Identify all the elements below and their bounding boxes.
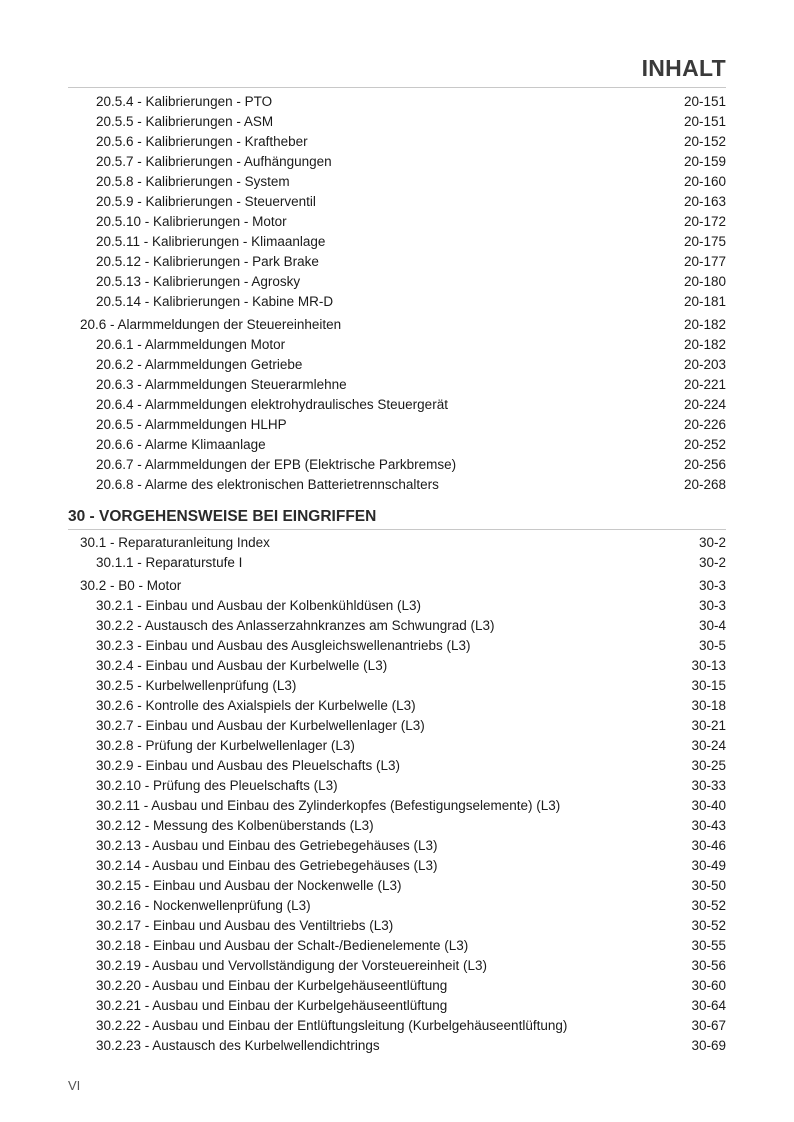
toc-entry[interactable] — [68, 172, 726, 192]
toc-entry-title: 30.2.14 - Ausbau und Einbau des Getriebegehäuses (L3) — [96, 858, 438, 873]
toc-entry-page: 20-175 — [683, 234, 726, 249]
toc-entry-page: 20-182 — [683, 337, 726, 352]
toc-entry[interactable] — [68, 533, 726, 553]
toc-entry-title: 20.5.10 - Kalibrierungen - Motor — [96, 214, 287, 229]
toc-entry[interactable] — [68, 192, 726, 212]
toc-entry-title: 30.2.23 - Austausch des Kurbelwellendichtrings — [96, 1038, 380, 1053]
toc-entry[interactable] — [68, 132, 726, 152]
toc-entry-page: 30-46 — [691, 838, 726, 853]
toc-entry[interactable] — [68, 596, 726, 616]
toc-entry-page: 20-203 — [683, 357, 726, 372]
toc-entry[interactable] — [68, 856, 726, 876]
toc-entry-title: 30.2.15 - Einbau und Ausbau der Nockenwelle (L3) — [96, 878, 402, 893]
toc-entry-title: 30.2.13 - Ausbau und Einbau des Getriebegehäuses (L3) — [96, 838, 438, 853]
toc-entry[interactable] — [68, 395, 726, 415]
toc-entry-title: 20.6 - Alarmmeldungen der Steuereinheiten — [80, 317, 342, 332]
toc-entry-title: 30.2.21 - Ausbau und Einbau der Kurbelgehäuseentlüftung — [96, 998, 448, 1013]
toc-entry-page: 30-15 — [691, 678, 726, 693]
toc-entry-page: 30-52 — [691, 918, 726, 933]
toc-entry[interactable] — [68, 92, 726, 112]
toc-entry-page: 30-56 — [691, 958, 726, 973]
toc-entry[interactable] — [68, 996, 726, 1016]
toc-group-20 — [68, 92, 726, 495]
toc-entry-page: 30-64 — [691, 998, 726, 1013]
toc-entry[interactable] — [68, 455, 726, 475]
toc-entry-title: 30.2.8 - Prüfung der Kurbelwellenlager (L3) — [96, 738, 355, 753]
toc-entry[interactable] — [68, 896, 726, 916]
toc-entry-page: 30-4 — [698, 618, 726, 633]
toc-entry-title: 20.5.7 - Kalibrierungen - Aufhängungen — [96, 154, 332, 169]
toc-entry-page: 30-33 — [691, 778, 726, 793]
toc-entry[interactable] — [68, 656, 726, 676]
toc-entry[interactable] — [68, 936, 726, 956]
toc-entry-page: 30-69 — [691, 1038, 726, 1053]
toc-entry-title: 30.2.2 - Austausch des Anlasserzahnkranzes am Schwungrad (L3) — [96, 618, 495, 633]
toc-entry[interactable] — [68, 252, 726, 272]
toc-entry[interactable] — [68, 1036, 726, 1056]
toc-entry-title: 30.1 - Reparaturanleitung Index — [80, 535, 270, 550]
toc-entry-title: 20.5.8 - Kalibrierungen - System — [96, 174, 290, 189]
toc-entry[interactable] — [68, 956, 726, 976]
toc-entry-page: 30-60 — [691, 978, 726, 993]
toc-entry-title: 30.2.4 - Einbau und Ausbau der Kurbelwelle (L3) — [96, 658, 388, 673]
toc-entry-page: 30-2 — [698, 555, 726, 570]
toc-entry[interactable] — [68, 696, 726, 716]
section-heading: 30 - VORGEHENSWEISE BEI EINGRIFFEN — [68, 505, 726, 530]
toc-entry[interactable] — [68, 553, 726, 573]
toc-entry[interactable] — [68, 816, 726, 836]
toc-entry-page: 30-40 — [691, 798, 726, 813]
toc-entry-page: 30-3 — [698, 578, 726, 593]
toc-entry-title: 20.6.7 - Alarmmeldungen der EPB (Elektrische Parkbremse) — [96, 457, 457, 472]
toc-entry-title: 30.2.5 - Kurbelwellenprüfung (L3) — [96, 678, 297, 693]
toc-entry-page: 20-180 — [683, 274, 726, 289]
toc-entry-title: 30.2.18 - Einbau und Ausbau der Schalt-/Bedienelemente (L3) — [96, 938, 469, 953]
toc-entry-title: 30.2 - B0 - Motor — [80, 578, 182, 593]
toc-entry[interactable] — [68, 756, 726, 776]
toc-entry-title: 20.5.13 - Kalibrierungen - Agrosky — [96, 274, 301, 289]
toc-entry-page: 30-3 — [698, 598, 726, 613]
toc-entry-page: 30-2 — [698, 535, 726, 550]
toc-entry[interactable] — [68, 152, 726, 172]
toc-entry[interactable] — [68, 836, 726, 856]
toc-entry-page: 20-268 — [683, 477, 726, 492]
toc-entry-page: 30-21 — [691, 718, 726, 733]
toc-entry-title: 20.5.6 - Kalibrierungen - Kraftheber — [96, 134, 308, 149]
toc-entry-title: 20.5.14 - Kalibrierungen - Kabine MR-D — [96, 294, 334, 309]
toc-entry-title: 20.6.3 - Alarmmeldungen Steuerarmlehne — [96, 377, 347, 392]
toc-entry-title: 30.2.6 - Kontrolle des Axialspiels der Kurbelwelle (L3) — [96, 698, 416, 713]
toc-entry-page: 30-49 — [691, 858, 726, 873]
toc-entry-page: 30-55 — [691, 938, 726, 953]
page-title: INHALT — [641, 55, 726, 81]
toc-entry-title: 20.6.6 - Alarme Klimaanlage — [96, 437, 266, 452]
toc-entry-page: 20-221 — [683, 377, 726, 392]
toc-entry-title: 30.2.17 - Einbau und Ausbau des Ventiltriebs (L3) — [96, 918, 394, 933]
toc-entry-page: 20-163 — [683, 194, 726, 209]
toc-entry-title: 20.6.4 - Alarmmeldungen elektrohydraulisches Steuergerät — [96, 397, 448, 412]
toc-entry-page: 30-25 — [691, 758, 726, 773]
toc-entry-page: 30-43 — [691, 818, 726, 833]
toc-entry-title: 20.6.5 - Alarmmeldungen HLHP — [96, 417, 287, 432]
toc-entry[interactable] — [68, 292, 726, 312]
toc-entry-title: 30.2.20 - Ausbau und Einbau der Kurbelgehäuseentlüftung — [96, 978, 448, 993]
toc-entry[interactable] — [68, 435, 726, 455]
toc-entry[interactable] — [68, 616, 726, 636]
toc-entry-page: 20-160 — [683, 174, 726, 189]
toc-entry[interactable] — [68, 676, 726, 696]
toc-entry[interactable] — [68, 916, 726, 936]
toc-entry-page: 20-256 — [683, 457, 726, 472]
toc-entry-title: 30.2.12 - Messung des Kolbenüberstands (L3) — [96, 818, 374, 833]
toc-entry[interactable] — [68, 415, 726, 435]
toc-entry-title: 30.2.10 - Prüfung des Pleuelschafts (L3) — [96, 778, 338, 793]
toc-entry-page: 20-151 — [683, 94, 726, 109]
toc-entry-page: 30-18 — [691, 698, 726, 713]
toc-entry[interactable] — [68, 232, 726, 252]
toc-entry-title: 30.2.9 - Einbau und Ausbau des Pleuelschafts (L3) — [96, 758, 400, 773]
toc-entry-title: 20.5.12 - Kalibrierungen - Park Brake — [96, 254, 319, 269]
toc-entry[interactable] — [68, 375, 726, 395]
toc-entry-page: 20-224 — [683, 397, 726, 412]
toc-entry-page: 30-24 — [691, 738, 726, 753]
toc-entry-title: 30.2.1 - Einbau und Ausbau der Kolbenkühldüsen (L3) — [96, 598, 421, 613]
toc-entry-title: 30.1.1 - Reparaturstufe I — [96, 555, 243, 570]
toc-entry[interactable] — [68, 355, 726, 375]
toc-entry-title: 30.2.22 - Ausbau und Einbau der Entlüftungsleitung (Kurbelgehäuseentlüftung) — [96, 1018, 568, 1033]
toc-entry-title: 20.6.8 - Alarme des elektronischen Batterietrennschalters — [96, 477, 439, 492]
toc-entry[interactable] — [68, 776, 726, 796]
toc-entry[interactable] — [68, 1016, 726, 1036]
toc-entry-title: 20.6.1 - Alarmmeldungen Motor — [96, 337, 286, 352]
toc-entry[interactable] — [68, 736, 726, 756]
toc-entry-title: 20.5.9 - Kalibrierungen - Steuerventil — [96, 194, 316, 209]
toc-entry[interactable] — [68, 576, 726, 596]
table-of-contents — [68, 92, 726, 1056]
toc-entry-title: 20.5.4 - Kalibrierungen - PTO — [96, 94, 273, 109]
toc-entry-page: 20-177 — [683, 254, 726, 269]
toc-entry-page: 20-159 — [683, 154, 726, 169]
toc-entry-page: 30-67 — [691, 1018, 726, 1033]
toc-group-30 — [68, 533, 726, 1056]
page-number: VI — [68, 1078, 81, 1093]
toc-entry[interactable] — [68, 335, 726, 355]
toc-entry-title: 30.2.16 - Nockenwellenprüfung (L3) — [96, 898, 311, 913]
header-divider — [68, 87, 726, 88]
toc-entry-page: 20-252 — [683, 437, 726, 452]
toc-entry-page: 30-5 — [698, 638, 726, 653]
toc-entry[interactable] — [68, 112, 726, 132]
toc-entry[interactable] — [68, 876, 726, 896]
toc-entry[interactable] — [68, 716, 726, 736]
toc-entry-title: 30.2.19 - Ausbau und Vervollständigung der Vorsteuereinheit (L3) — [96, 958, 488, 973]
toc-entry[interactable] — [68, 796, 726, 816]
toc-entry-title: 20.6.2 - Alarmmeldungen Getriebe — [96, 357, 303, 372]
toc-entry-page: 20-151 — [683, 114, 726, 129]
toc-entry-title: 30.2.3 - Einbau und Ausbau des Ausgleichswellenantriebs (L3) — [96, 638, 471, 653]
toc-entry[interactable] — [68, 212, 726, 232]
toc-entry-title: 30.2.11 - Ausbau und Einbau des Zylinderkopfes (Befestigungselemente) (L3) — [96, 798, 561, 813]
toc-entry[interactable] — [68, 475, 726, 495]
toc-entry-page: 20-172 — [683, 214, 726, 229]
toc-entry-page: 20-182 — [683, 317, 726, 332]
toc-entry[interactable] — [68, 636, 726, 656]
toc-entry-title: 20.5.5 - Kalibrierungen - ASM — [96, 114, 274, 129]
toc-entry[interactable] — [68, 976, 726, 996]
toc-entry-title: 30.2.7 - Einbau und Ausbau der Kurbelwellenlager (L3) — [96, 718, 425, 733]
toc-entry-page: 30-13 — [691, 658, 726, 673]
toc-entry-page: 30-50 — [691, 878, 726, 893]
toc-entry-page: 20-152 — [683, 134, 726, 149]
toc-entry-page: 30-52 — [691, 898, 726, 913]
toc-entry[interactable] — [68, 315, 726, 335]
toc-entry[interactable] — [68, 272, 726, 292]
toc-entry-title: 20.5.11 - Kalibrierungen - Klimaanlage — [96, 234, 326, 249]
toc-entry-page: 20-226 — [683, 417, 726, 432]
toc-entry-page: 20-181 — [683, 294, 726, 309]
